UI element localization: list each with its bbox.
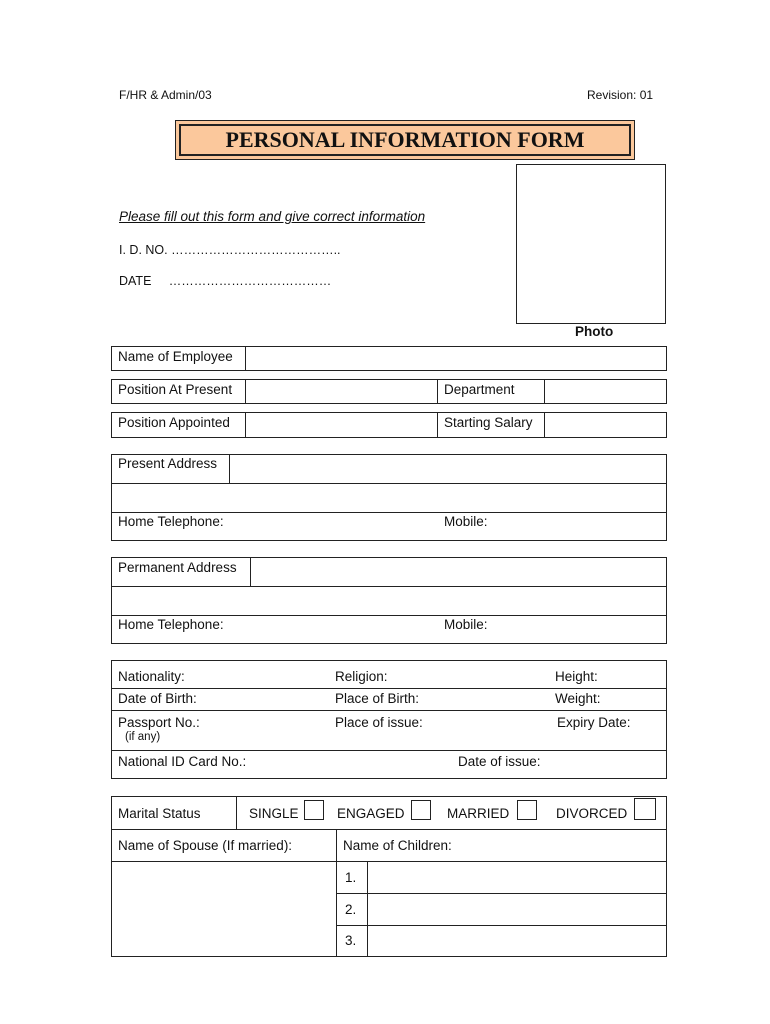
revision-label: Revision: 01	[587, 88, 654, 102]
photo-label: Photo	[575, 324, 614, 339]
expiry-date-label: Expiry Date:	[557, 715, 631, 730]
national-id-label: National ID Card No.:	[118, 754, 247, 769]
height-label: Height:	[555, 669, 598, 684]
position-present-label: Position At Present	[118, 382, 233, 397]
spouse-name-input[interactable]	[113, 863, 334, 955]
place-of-birth-label: Place of Birth:	[335, 691, 420, 706]
date-of-issue-label: Date of issue:	[458, 754, 541, 769]
child-name-input-3[interactable]	[369, 927, 665, 955]
if-any-note: (if any)	[125, 731, 161, 743]
permanent-address-label: Permanent Address	[118, 560, 237, 575]
passport-no-label: Passport No.:	[118, 715, 200, 730]
form-title: PERSONAL INFORMATION FORM	[179, 124, 631, 156]
employee-name-input[interactable]	[247, 348, 665, 369]
starting-salary-label: Starting Salary	[444, 415, 533, 430]
spouse-name-label: Name of Spouse (If married):	[118, 838, 293, 853]
present-address-label: Present Address	[118, 456, 218, 471]
position-appointed-label: Position Appointed	[118, 415, 230, 430]
married-checkbox[interactable]	[517, 800, 537, 820]
present-home-telephone-label: Home Telephone:	[118, 514, 224, 529]
permanent-home-telephone-label: Home Telephone:	[118, 617, 224, 632]
marital-status-label: Marital Status	[118, 806, 201, 821]
id-no-field[interactable]: I. D. NO. …………………………………..	[119, 243, 341, 257]
children-name-label: Name of Children:	[343, 838, 452, 853]
date-of-birth-label: Date of Birth:	[118, 691, 197, 706]
photo-box[interactable]	[516, 164, 666, 324]
department-input[interactable]	[546, 381, 665, 402]
single-checkbox[interactable]	[304, 800, 324, 820]
married-label: MARRIED	[447, 806, 510, 821]
weight-label: Weight:	[555, 691, 601, 706]
starting-salary-input[interactable]	[546, 414, 665, 436]
child-name-input-2[interactable]	[369, 895, 665, 923]
position-present-input[interactable]	[247, 381, 435, 402]
instructions: Please fill out this form and give correct information	[119, 209, 426, 224]
divorced-checkbox[interactable]	[634, 798, 656, 820]
nationality-label: Nationality:	[118, 669, 185, 684]
date-field[interactable]: DATE …………………………………	[119, 274, 332, 288]
child-number-3: 3.	[345, 933, 357, 948]
present-mobile-label: Mobile:	[444, 514, 488, 529]
department-label: Department	[444, 382, 515, 397]
permanent-address-input-2[interactable]	[113, 588, 665, 613]
divorced-label: DIVORCED	[556, 806, 628, 821]
form-title-box	[175, 120, 635, 160]
child-number-1: 1.	[345, 870, 357, 885]
employee-name-label: Name of Employee	[118, 349, 233, 364]
permanent-mobile-label: Mobile:	[444, 617, 488, 632]
place-of-issue-label: Place of issue:	[335, 715, 423, 730]
permanent-address-input-1[interactable]	[252, 559, 665, 584]
engaged-label: ENGAGED	[337, 806, 405, 821]
child-name-input-1[interactable]	[369, 863, 665, 891]
single-label: SINGLE	[249, 806, 299, 821]
document-code: F/HR & Admin/03	[119, 88, 212, 102]
position-appointed-input[interactable]	[247, 414, 435, 436]
engaged-checkbox[interactable]	[411, 800, 431, 820]
present-address-input-2[interactable]	[113, 485, 665, 510]
child-number-2: 2.	[345, 902, 357, 917]
present-address-input-1[interactable]	[231, 456, 665, 481]
religion-label: Religion:	[335, 669, 388, 684]
